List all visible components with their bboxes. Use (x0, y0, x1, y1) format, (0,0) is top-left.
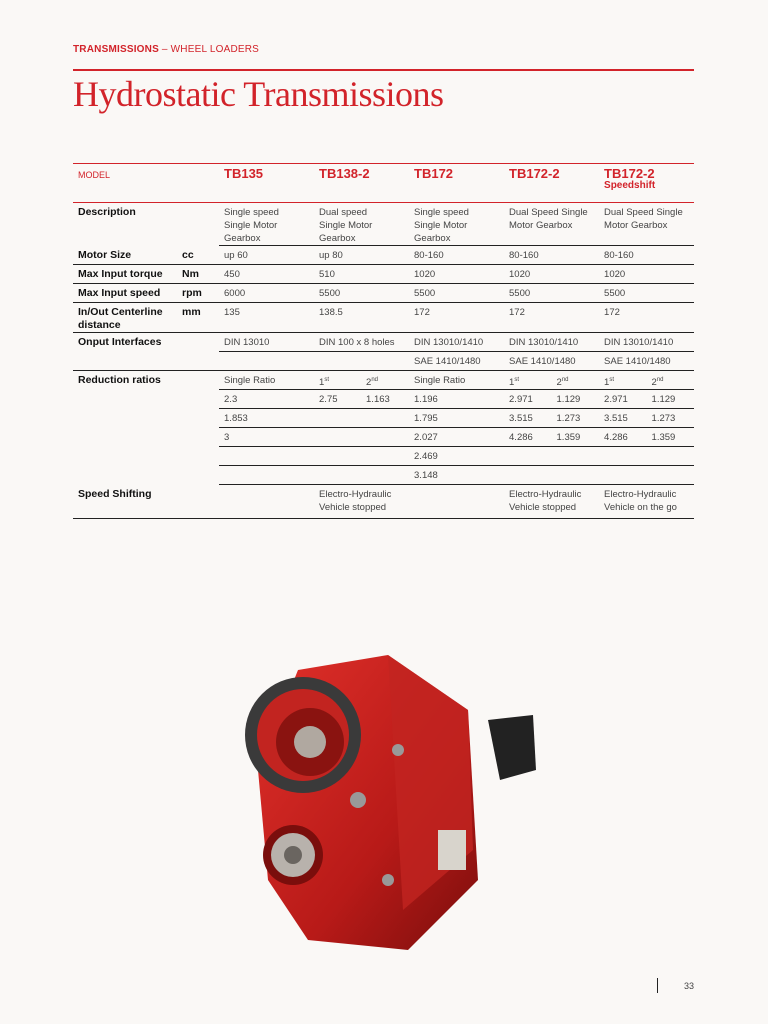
cell (647, 466, 695, 485)
model-tb172-2: TB172-2 (504, 164, 599, 203)
max-torque-unit: Nm (182, 265, 219, 284)
cell (73, 447, 219, 466)
cell (552, 466, 600, 485)
cell (219, 485, 314, 519)
cell: 6000 (219, 284, 314, 303)
max-torque-row (73, 265, 694, 284)
cell (504, 466, 552, 485)
cell: 1.273 (552, 409, 600, 428)
cell: 80-160 (599, 246, 694, 265)
cell: 1.359 (552, 428, 600, 447)
spec-table (73, 163, 694, 519)
model-tb172-2-speedshift (599, 164, 694, 203)
cell: DIN 100 x 8 holes (314, 333, 409, 352)
cell (314, 409, 409, 428)
cell: DIN 13010 (219, 333, 314, 352)
cell: 3.515 (599, 409, 647, 428)
reduction-row-2 (73, 390, 694, 409)
cell: 2.971 (599, 390, 647, 409)
desc-tb172: Single speed Single Motor Gearbox (409, 203, 504, 246)
cell (73, 390, 219, 409)
cell (314, 428, 409, 447)
motor-size-unit: cc (182, 246, 219, 265)
model-tb172: TB172 (409, 164, 504, 203)
cell (73, 466, 219, 485)
cell: Electro-Hydraulic Vehicle stopped (314, 485, 409, 519)
cell: Single Ratio (219, 371, 314, 390)
model-tb135: TB135 (219, 164, 314, 203)
page-title: Hydrostatic Transmissions (73, 74, 444, 114)
cell (73, 352, 219, 371)
cell: 5500 (599, 284, 694, 303)
reduction-row-5 (73, 447, 694, 466)
interfaces-row-2 (73, 352, 694, 371)
reduction-row-4 (73, 428, 694, 447)
cell: up 80 (314, 246, 409, 265)
cell: 1.273 (647, 409, 695, 428)
cell (219, 447, 314, 466)
max-torque-label: Max Input torque (73, 265, 182, 284)
cell: 2nd (647, 371, 695, 390)
description-row (73, 203, 694, 246)
cell (552, 447, 600, 466)
max-speed-label: Max Input speed (73, 284, 182, 303)
cell: 138.5 (314, 303, 409, 333)
cell: 2.3 (219, 390, 314, 409)
cell (314, 447, 409, 466)
cell: Electro-Hydraulic Vehicle on the go (599, 485, 694, 519)
cell: DIN 13010/1410 (504, 333, 599, 352)
cell: 4.286 (599, 428, 647, 447)
cell (599, 447, 647, 466)
cell: 1.196 (409, 390, 504, 409)
cell: 3.515 (504, 409, 552, 428)
cell: 172 (599, 303, 694, 333)
tb138-2-gear-headers: 1st 2nd (314, 371, 409, 390)
header-rule (73, 69, 694, 71)
model-tb172-2s-name: TB172-2 (604, 166, 655, 181)
section-label-rest: – WHEEL LOADERS (158, 44, 260, 55)
cell: 1st (504, 371, 552, 390)
cell: 2.469 (409, 447, 504, 466)
motor-size-row (73, 246, 694, 265)
cell: 172 (504, 303, 599, 333)
model-speedshift-sub: Speedshift (604, 180, 656, 191)
cell: 510 (314, 265, 409, 284)
cell: 1020 (504, 265, 599, 284)
shifting-row (73, 485, 694, 519)
interfaces-label: Onput Interfaces (78, 336, 162, 348)
cell: 4.286 (504, 428, 552, 447)
cell: 5500 (504, 284, 599, 303)
cell: 2nd (552, 371, 600, 390)
cell: Electro-Hydraulic Vehicle stopped (504, 485, 599, 519)
cell: 80-160 (409, 246, 504, 265)
shifting-label: Speed Shifting (73, 485, 219, 519)
cell: 1.795 (409, 409, 504, 428)
model-label: MODEL (73, 164, 219, 203)
page-number: 33 (684, 981, 695, 991)
model-header-row (73, 164, 694, 203)
cell (219, 466, 314, 485)
cell (219, 352, 314, 371)
cell: 80-160 (504, 246, 599, 265)
cell (647, 447, 695, 466)
reduction-row-1 (73, 371, 694, 390)
cell: 1.129 (647, 390, 695, 409)
cell (73, 428, 219, 447)
cell: SAE 1410/1480 (409, 352, 504, 371)
cell: 5500 (409, 284, 504, 303)
cell: Single Ratio (409, 371, 504, 390)
desc-tb172-2s: Dual Speed Single Motor Gearbox (599, 203, 694, 246)
cell (73, 409, 219, 428)
max-speed-row (73, 284, 694, 303)
cell: 2.971 (504, 390, 552, 409)
section-label-bold: TRANSMISSIONS (73, 44, 159, 55)
description-label: Description (78, 206, 136, 218)
cell: 5500 (314, 284, 409, 303)
model-tb138-2: TB138-2 (314, 164, 409, 203)
cell: DIN 13010/1410 (409, 333, 504, 352)
page-number-rule (657, 978, 658, 993)
cell (409, 485, 504, 519)
desc-tb138-2: Dual speed Single Motor Gearbox (314, 203, 409, 246)
reduction-row-6 (73, 466, 694, 485)
cell: 1020 (409, 265, 504, 284)
cell: up 60 (219, 246, 314, 265)
desc-tb172-2: Dual Speed Single Motor Gearbox (504, 203, 599, 246)
cell: 1st (599, 371, 647, 390)
transmission-product-image (238, 650, 538, 955)
cell: SAE 1410/1480 (504, 352, 599, 371)
cell: 450 (219, 265, 314, 284)
cell: 135 (219, 303, 314, 333)
cell: 1.853 (219, 409, 314, 428)
cell (314, 466, 409, 485)
interfaces-row-1 (73, 333, 694, 352)
cell: 2.027 (409, 428, 504, 447)
cell: DIN 13010/1410 (599, 333, 694, 352)
cell: 3 (219, 428, 314, 447)
centerline-unit: mm (182, 303, 219, 333)
centerline-label: In/Out Centerline distance (73, 303, 182, 333)
cell (599, 466, 647, 485)
cell (504, 447, 552, 466)
cell: 1020 (599, 265, 694, 284)
motor-size-label: Motor Size (73, 246, 182, 265)
max-speed-unit: rpm (182, 284, 219, 303)
cell: 2.75 1.163 (314, 390, 409, 409)
cell (314, 352, 409, 371)
cell: 1.359 (647, 428, 695, 447)
cell: SAE 1410/1480 (599, 352, 694, 371)
desc-tb135: Single speed Single Motor Gearbox (219, 203, 314, 246)
cell: 172 (409, 303, 504, 333)
centerline-row (73, 303, 694, 333)
reduction-label: Reduction ratios (78, 374, 161, 386)
cell: 3.148 (409, 466, 504, 485)
cell: 1.129 (552, 390, 600, 409)
section-label (73, 44, 259, 55)
reduction-row-3 (73, 409, 694, 428)
